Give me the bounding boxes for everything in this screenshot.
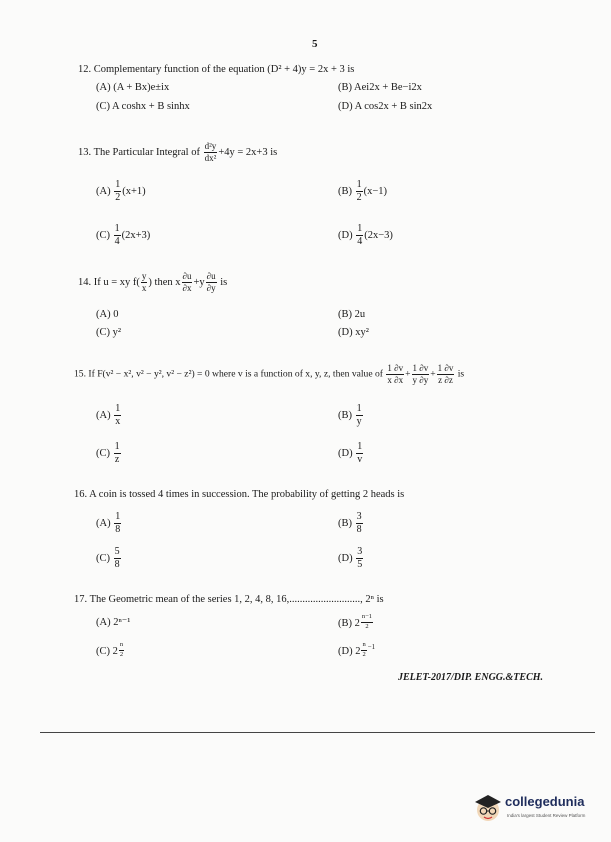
question-16 — [74, 489, 404, 500]
logo-tagline: India's largest Student Review Platform — [507, 813, 586, 818]
q15-option-b: (B) $\frac{1}{y}$ — [338, 403, 362, 427]
q17-option-a: (A) 2ⁿ⁻¹ — [96, 617, 131, 628]
q16-option-a: (A) $\frac{1}{8}$ — [96, 511, 121, 535]
question-text: The Particular Integral of — [93, 146, 200, 158]
q14-option-b: (B) 2u — [338, 309, 366, 320]
q12-option-c: (C) A coshx + B sinhx — [96, 101, 190, 112]
q14-option-d: (D) xy² — [338, 327, 369, 338]
question-number: 13. — [78, 146, 92, 158]
q17-option-b: (B) 2 $^{\frac{n-1}{2}}$ — [338, 613, 373, 630]
question-17 — [74, 594, 384, 605]
q12-option-a: (A) (A + Bx)e±ix — [96, 82, 170, 93]
question-number: 17. — [74, 594, 88, 605]
derivative-fraction: $\frac{\text{d²y}}{\text{dx²}}$ — [204, 141, 217, 163]
q15-option-a: (A) $\frac{1}{x}$ — [96, 403, 121, 427]
q13-option-d: (D) $\frac{1}{4}$ (2x−3) — [338, 223, 393, 247]
page-number: 5 — [312, 38, 318, 50]
q15-option-c: (C) $\frac{1}{z}$ — [96, 441, 120, 465]
q17-option-c: (C) 2 $^{\frac{n}{2}}$ — [96, 641, 124, 658]
footer-rule — [40, 732, 595, 733]
q16-option-d: (D) $\frac{3}{5}$ — [338, 546, 363, 570]
question-text-post: +4y = 2x+3 is — [218, 146, 278, 158]
question-text: If F(v² − x², v² − y², v² − z²) = 0 where v is a function of x, y, z, then value of — [88, 368, 383, 380]
question-number: 14. — [78, 276, 92, 288]
footer-exam-title: JELET-2017/DIP. ENGG.&TECH. — [398, 672, 544, 683]
question-12 — [78, 64, 354, 75]
logo-name: collegedunia — [505, 794, 585, 809]
question-number: 12. — [78, 64, 92, 75]
q14-option-a: (A) 0 — [96, 309, 119, 320]
question-13 — [78, 142, 277, 163]
q16-option-b: (B) $\frac{3}{8}$ — [338, 511, 362, 535]
collegedunia-logo — [470, 790, 506, 831]
q14-option-c: (C) y² — [96, 327, 122, 338]
question-14: 14. If u = xy f( $\frac{y}{x}$ ) then x $\frac{\partial u}{\partial x}$ +y $\frac{\partial u}{\partial y}$ is — [78, 271, 228, 293]
q12-option-d: (D) A cos2x + B sin2x — [338, 101, 433, 112]
question-15: 15. If F(v² − x², v² − y², v² − z²) = 0 where v is a function of x, y, z, then value of $\frac{1 \partial v}{x \partial x}$ + $\frac{1 \partial v}{y \partial y}$ + $\frac{1 \partial v}{z \partial z}$ is — [74, 363, 465, 385]
q16-option-c: (C) $\frac{5}{8}$ — [96, 546, 120, 570]
question-number: 15. — [74, 368, 86, 380]
question-number: 16. — [74, 489, 88, 500]
q13-option-a: (A) $\frac{1}{2}$ (x+1) — [96, 179, 146, 203]
q13-option-c: (C) $\frac{1}{4}$ (2x+3) — [96, 223, 151, 247]
question-text: A coin is tossed 4 times in succession. The probability of getting 2 heads is — [89, 489, 405, 500]
question-text: The Geometric mean of the series 1, 2, 4, 8, 16,..........................., 2ⁿ is — [89, 594, 384, 605]
q12-option-b: (B) Aei2x + Be−i2x — [338, 82, 422, 93]
question-text: Complementary function of the equation (D² + 4)y = 2x + 3 is — [93, 64, 355, 75]
q17-option-d: (D) 2 $^{\frac{n}{2} -1}$ — [338, 641, 376, 658]
q13-option-b: (B) $\frac{1}{2}$ (x−1) — [338, 179, 388, 203]
q15-option-d: (D) $\frac{1}{v}$ — [338, 441, 363, 465]
mascot-icon — [470, 790, 506, 826]
